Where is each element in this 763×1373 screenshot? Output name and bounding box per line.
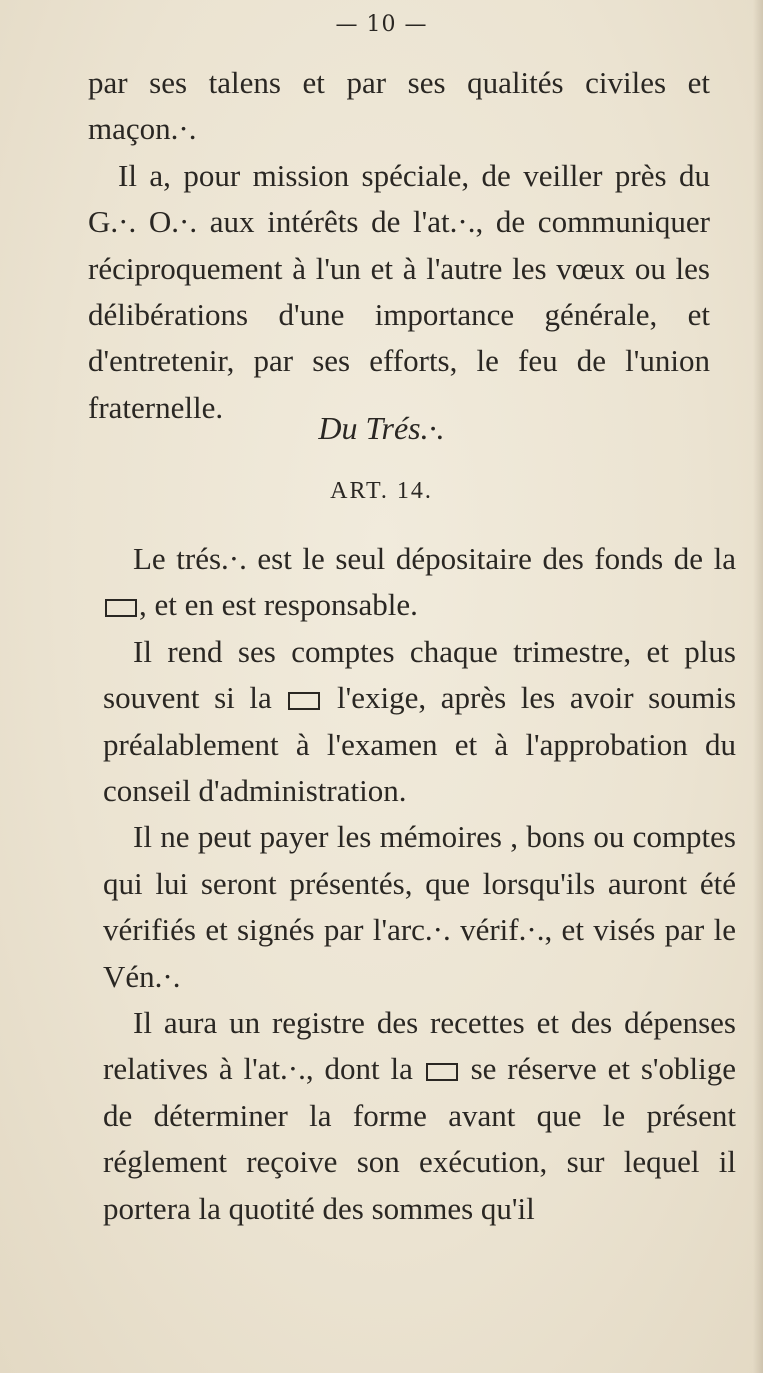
paragraph-text: Il rend ses comptes chaque trimestre, et plus souvent si la (103, 633, 736, 716)
paragraph-text: Il aura un registre des recettes et des dépenses relatives à l'at.·., dont la (103, 1005, 736, 1087)
paragraph-text: l'exige, après les avoir soumis préalablement à l'examen et à l'approbation du conseil d'administration. (103, 680, 737, 809)
paragraph-continuation: par ses talens et par ses qualités civiles et maçon.·. (88, 65, 710, 147)
paragraph-comptes (103, 629, 736, 815)
paragraph-text: Le trés.·. est le seul dépositaire des fonds de la (133, 541, 736, 576)
paragraph-registre (103, 1000, 736, 1232)
article-heading: ART. 14. (330, 478, 433, 504)
lodge-symbol-icon (288, 692, 320, 710)
page-edge-shadow (753, 0, 763, 1373)
paragraph-memoires: Il ne peut payer les mémoires , bons ou comptes qui lui seront présentés, que lorsqu'ils auront été vérifiés et signés par l'arc.·. vérif.·., et visés par le Vén.·. (103, 819, 736, 994)
section-title: Du Trés.·. (318, 410, 445, 446)
paragraph-mission: Il a, pour mission spéciale, de veiller près du G.·. O.·. aux intérêts de l'at.·., de communiquer réciproquement à l'un et à l'autre les vœux ou les délibérations d'une importance générale, et d'entretenir, par ses efforts, le feu de l'union fraternelle. (88, 157, 710, 425)
paragraph-text: se réserve et s'oblige de déterminer la forme avant que le présent réglement reçoive son exécution, sur lequel il portera la quotité des sommes qu'il (103, 1051, 737, 1226)
text-block-top (88, 60, 710, 431)
text-block-article (103, 536, 736, 1232)
paragraph-depositaire (103, 536, 736, 629)
page-number: — 10 — (335, 12, 428, 37)
lodge-symbol-icon (426, 1063, 458, 1081)
paragraph-text: , et en est responsable. (139, 587, 418, 623)
lodge-symbol-icon (105, 599, 137, 617)
